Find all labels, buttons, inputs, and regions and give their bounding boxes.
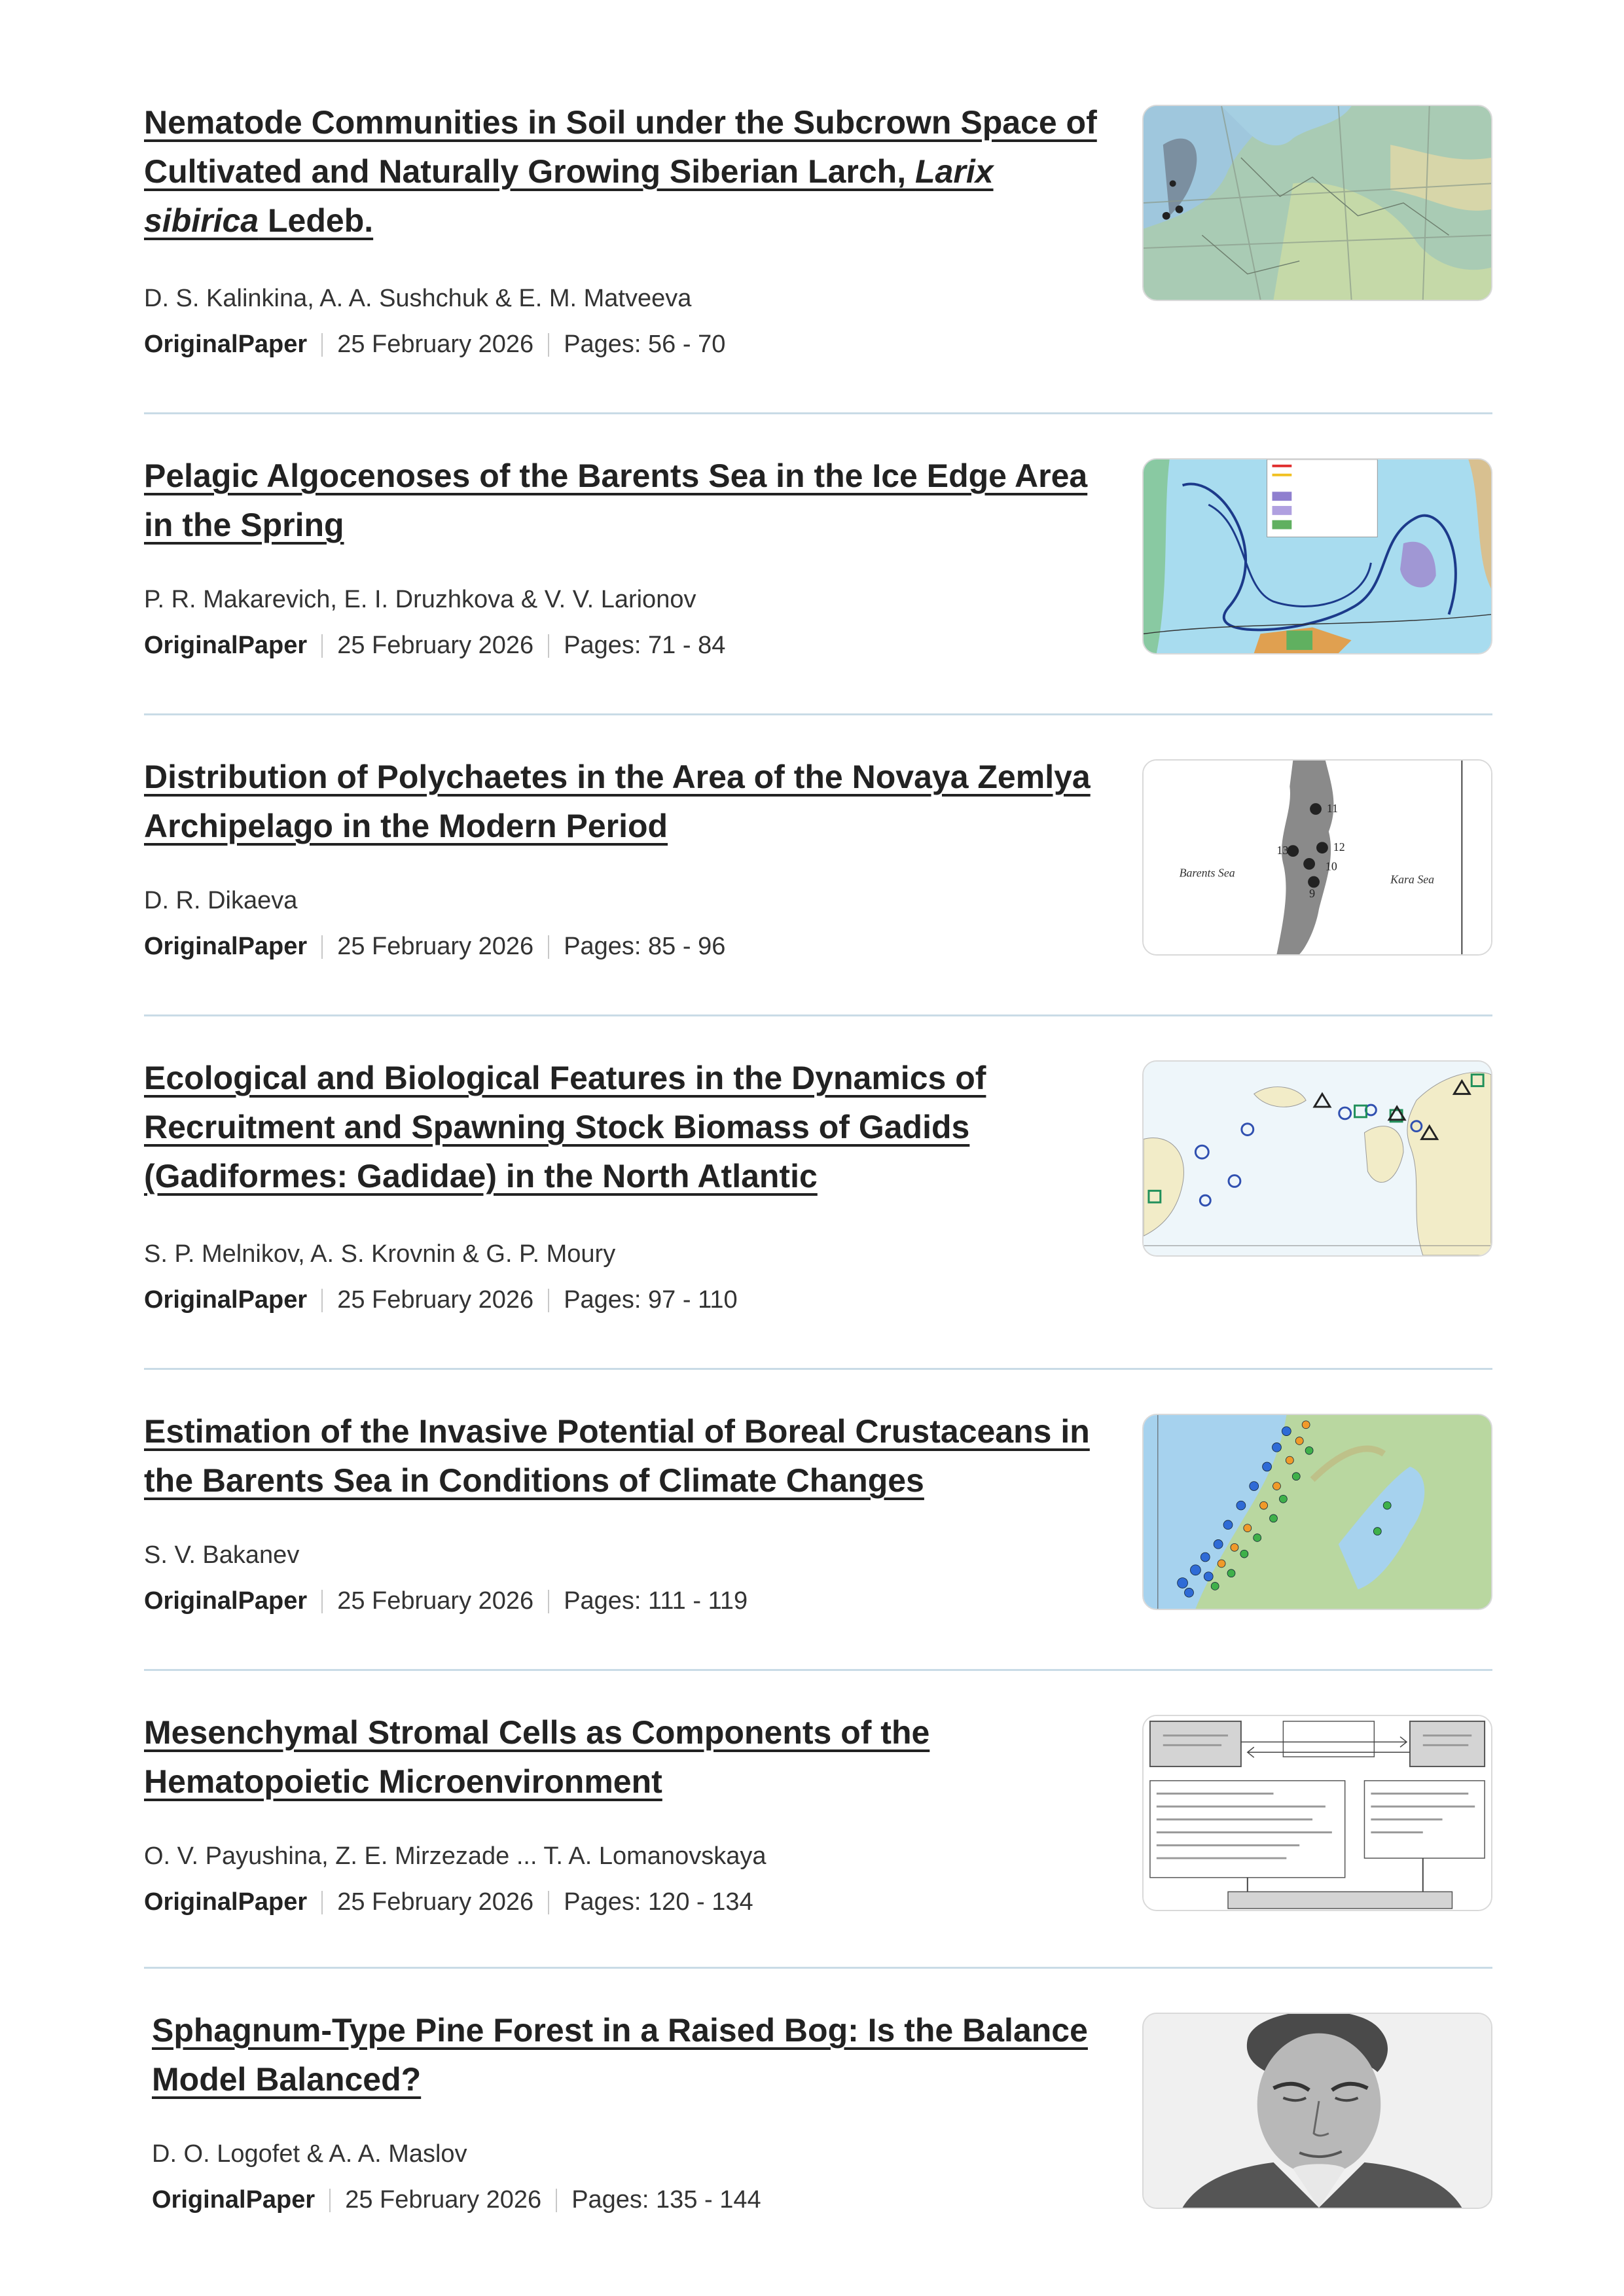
content-type: OriginalPaper	[144, 1286, 308, 1314]
meta-separator	[321, 1289, 323, 1312]
meta-separator	[321, 634, 323, 658]
article-meta	[144, 1888, 753, 1916]
article-title	[144, 753, 1106, 851]
article-meta	[144, 632, 725, 660]
article-divider	[144, 1368, 1492, 1370]
content-type: OriginalPaper	[144, 331, 308, 358]
meta-separator	[548, 1590, 549, 1613]
flow-diagram-image	[1144, 1716, 1491, 1910]
article-thumbnail[interactable]	[1142, 1060, 1492, 1257]
article-title-link[interactable]: Nematode Communities in Soil under the Subcrown Space of Cultivated and Naturally Growing Siberian Larch, Larix sibirica Ledeb.	[144, 104, 1097, 239]
meta-separator	[556, 2189, 557, 2212]
station-marker	[1308, 876, 1320, 888]
content-type: OriginalPaper	[144, 632, 308, 659]
meta-separator	[548, 333, 549, 357]
article-meta	[144, 933, 725, 961]
meta-separator	[321, 935, 323, 959]
station-map-image	[1144, 761, 1491, 954]
meta-separator	[548, 634, 549, 658]
article-authors: D. S. Kalinkina, A. A. Sushchuk & E. M. Matveeva	[144, 285, 692, 312]
article-title-link[interactable]: Estimation of the Invasive Potential of Boreal Crustaceans in the Barents Sea in Conditions of Climate Changes	[144, 1413, 1090, 1499]
article-thumbnail[interactable]	[1142, 1715, 1492, 1911]
article-divider	[144, 1669, 1492, 1671]
article-meta	[144, 331, 725, 359]
publication-date: 25 February 2026	[337, 331, 534, 358]
meta-separator	[329, 2189, 331, 2212]
sea-label: Barents Sea	[1179, 866, 1235, 880]
article-title	[144, 1708, 1106, 1806]
article-title-link[interactable]: Mesenchymal Stromal Cells as Components of the Hematopoietic Microenvironment	[144, 1714, 930, 1800]
station-label: 13	[1276, 844, 1289, 857]
publication-date: 25 February 2026	[337, 1286, 534, 1314]
content-type: OriginalPaper	[144, 933, 308, 960]
meta-separator	[548, 935, 549, 959]
article-authors: O. V. Payushina, Z. E. Mirzezade ... T. A. Lomanovskaya	[144, 1842, 767, 1870]
page-range: Pages: 85 - 96	[564, 933, 726, 960]
article-title	[144, 1054, 1106, 1201]
page-range: Pages: 120 - 134	[564, 1888, 753, 1916]
article-title	[152, 2006, 1114, 2104]
meta-separator	[548, 1891, 549, 1914]
page-range: Pages: 135 - 144	[571, 2186, 761, 2214]
station-label: 11	[1326, 801, 1339, 815]
article-thumbnail[interactable]	[1142, 2013, 1492, 2209]
station-marker	[1310, 803, 1322, 815]
article-authors: P. R. Makarevich, E. I. Druzhkova & V. V. Larionov	[144, 586, 696, 613]
meta-separator	[548, 1289, 549, 1312]
publication-date: 25 February 2026	[337, 1587, 534, 1615]
ice-edge-map-image	[1144, 459, 1491, 653]
article-title-link[interactable]: Pelagic Algocenoses of the Barents Sea in the Ice Edge Area in the Spring	[144, 457, 1088, 543]
sea-label: Kara Sea	[1390, 872, 1435, 886]
article-thumbnail[interactable]	[1142, 458, 1492, 655]
article-title	[144, 452, 1106, 550]
article-title-link[interactable]: Ecological and Biological Features in the Dynamics of Recruitment and Spawning Stock Biomass of Gadids (Gadiformes: Gadidae) in the North Atlantic	[144, 1060, 986, 1194]
station-marker	[1316, 842, 1328, 853]
content-type: OriginalPaper	[144, 1587, 308, 1615]
article-divider	[144, 412, 1492, 414]
article-thumbnail[interactable]	[1142, 1414, 1492, 1610]
article-thumbnail[interactable]	[1142, 759, 1492, 956]
publication-date: 25 February 2026	[337, 1888, 534, 1916]
article-title	[144, 1407, 1106, 1505]
content-type: OriginalPaper	[144, 1888, 308, 1916]
publication-date: 25 February 2026	[345, 2186, 542, 2214]
article-divider	[144, 1014, 1492, 1016]
meta-separator	[321, 333, 323, 357]
article-title-link[interactable]: Sphagnum-Type Pine Forest in a Raised Bog: Is the Balance Model Balanced?	[152, 2012, 1088, 2098]
article-meta	[144, 1587, 748, 1615]
meta-separator	[321, 1590, 323, 1613]
page-range: Pages: 111 - 119	[564, 1587, 748, 1615]
article-meta	[152, 2186, 761, 2214]
article-thumbnail[interactable]	[1142, 105, 1492, 301]
article-divider	[144, 1967, 1492, 1969]
page-range: Pages: 56 - 70	[564, 331, 726, 358]
page-range: Pages: 71 - 84	[564, 632, 726, 659]
station-label: 9	[1309, 887, 1316, 901]
north-atlantic-map-image	[1144, 1062, 1491, 1255]
content-type: OriginalPaper	[152, 2186, 316, 2214]
article-authors: D. R. Dikaeva	[144, 887, 298, 914]
article-meta	[144, 1286, 738, 1314]
coast-map-image	[1144, 1415, 1491, 1609]
article-title	[144, 98, 1106, 245]
article-authors: S. V. Bakanev	[144, 1541, 300, 1569]
station-label: 10	[1325, 859, 1337, 873]
relief-map-image	[1144, 106, 1491, 300]
publication-date: 25 February 2026	[337, 632, 534, 659]
portrait-photo-image	[1144, 2014, 1491, 2208]
publication-date: 25 February 2026	[337, 933, 534, 960]
article-title-link[interactable]: Distribution of Polychaetes in the Area of the Novaya Zemlya Archipelago in the Modern Period	[144, 759, 1091, 844]
article-authors: S. P. Melnikov, A. S. Krovnin & G. P. Moury	[144, 1240, 616, 1268]
article-authors: D. O. Logofet & A. A. Maslov	[152, 2140, 467, 2168]
article-divider	[144, 713, 1492, 715]
station-marker	[1287, 845, 1299, 857]
page-range: Pages: 97 - 110	[564, 1286, 738, 1314]
meta-separator	[321, 1891, 323, 1914]
station-label: 12	[1333, 840, 1345, 854]
station-marker	[1303, 858, 1315, 870]
